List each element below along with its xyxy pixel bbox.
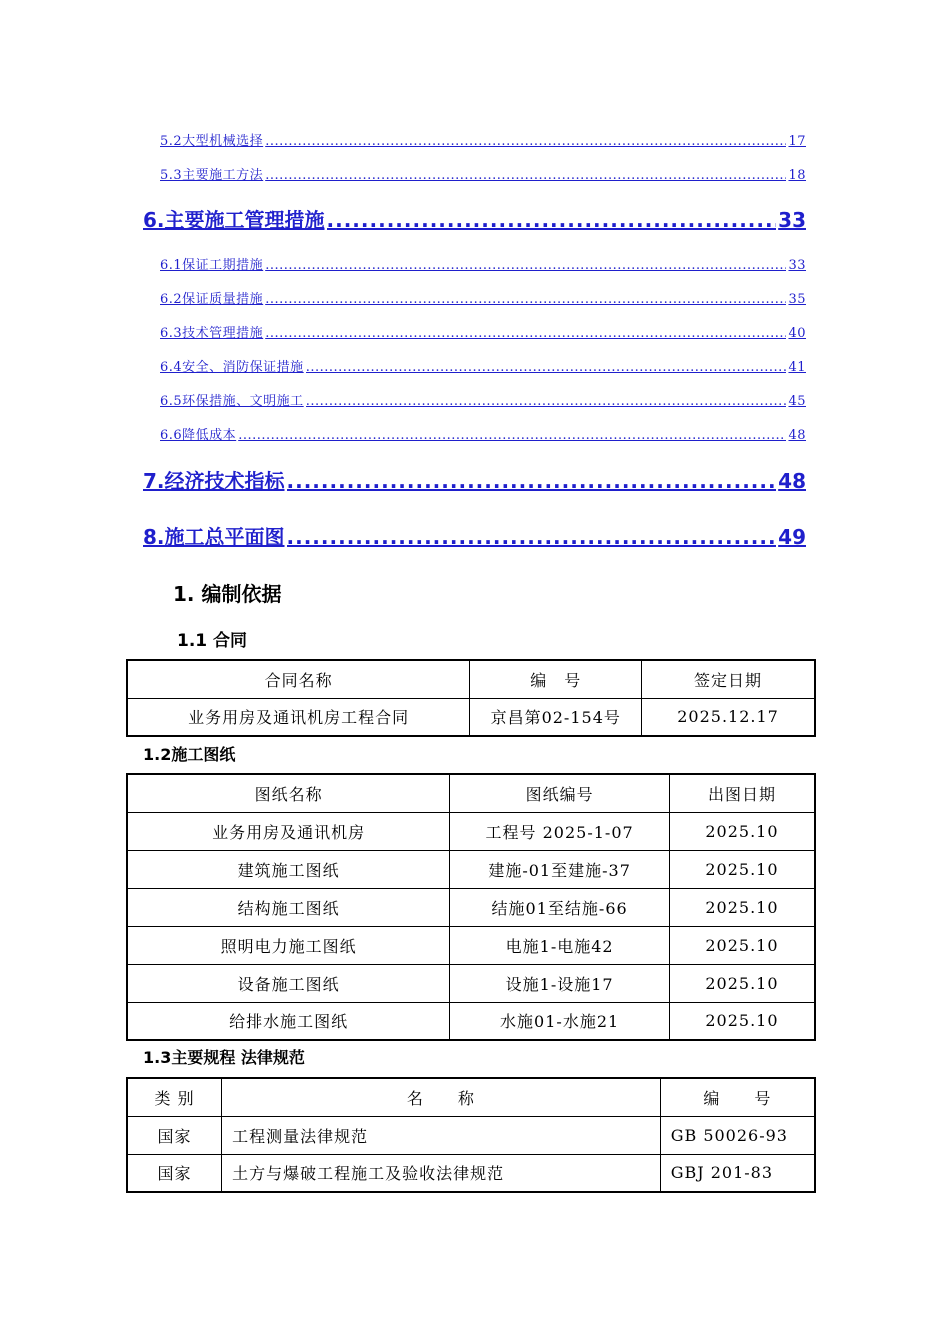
toc-entry-page: 49 [778, 525, 806, 549]
table-row [127, 698, 815, 736]
toc-entry-label: 6.5环保措施、文明施工 [160, 394, 304, 409]
toc-leader [265, 326, 786, 341]
table-header-row [127, 660, 815, 698]
table-header-cell: 编 号 [470, 660, 642, 698]
table-cell: 照明电力施工图纸 [127, 926, 450, 964]
table-cell: 2025.10 [669, 850, 815, 888]
toc-entry-6-4[interactable] [160, 356, 806, 375]
table-cell: 国家 [127, 1154, 222, 1192]
toc-entry-label: 6.主要施工管理措施 [143, 208, 325, 232]
toc-entry-page: 33 [788, 258, 806, 273]
toc-leader [306, 394, 787, 409]
toc-leader [287, 469, 777, 493]
toc-entry-page: 17 [788, 134, 806, 149]
table-cell: GBJ 201-83 [660, 1154, 815, 1192]
table-cell: 2025.10 [669, 1002, 815, 1040]
toc-entry-label: 6.6降低成本 [160, 428, 237, 443]
table-cell: GB 50026-93 [660, 1116, 815, 1154]
table-cell: 京昌第02-154号 [470, 698, 642, 736]
table-row [127, 812, 815, 850]
table-row [127, 926, 815, 964]
toc-entry-page: 48 [778, 469, 806, 493]
toc-entry-6-5[interactable] [160, 390, 806, 409]
table-cell: 2025.10 [669, 812, 815, 850]
toc-leader [265, 258, 786, 273]
table-header-row [127, 1078, 815, 1116]
toc-entry-label: 6.3技术管理措施 [160, 326, 264, 341]
section-1-1-title: 1.1 合同 [177, 631, 248, 651]
table-row [127, 1002, 815, 1040]
toc-entry-8[interactable] [143, 521, 806, 550]
table-cell: 电施1-电施42 [450, 926, 670, 964]
toc-entry-5-3[interactable] [160, 164, 806, 183]
table-header-row [127, 774, 815, 812]
toc-leader [287, 525, 777, 549]
table-cell: 设备施工图纸 [127, 964, 450, 1002]
table-cell: 土方与爆破工程施工及验收法律规范 [222, 1154, 661, 1192]
table-cell: 水施01-水施21 [450, 1002, 670, 1040]
table-row [127, 888, 815, 926]
table-cell: 结构施工图纸 [127, 888, 450, 926]
toc-entry-label: 6.1保证工期措施 [160, 258, 264, 273]
table-cell: 2025.10 [669, 888, 815, 926]
toc-entry-page: 35 [788, 292, 806, 307]
toc-entry-7[interactable] [143, 465, 806, 494]
table-cell: 给排水施工图纸 [127, 1002, 450, 1040]
table-row [127, 1154, 815, 1192]
table-header-cell: 名 称 [222, 1078, 661, 1116]
section-1-title: 1. 编制依据 [173, 582, 282, 606]
toc-entry-page: 45 [788, 394, 806, 409]
toc-entry-6-1[interactable] [160, 254, 806, 273]
table-cell: 设施1-设施17 [450, 964, 670, 1002]
table-cell: 国家 [127, 1116, 222, 1154]
toc-entry-label: 5.3主要施工方法 [160, 168, 264, 183]
table-header-cell: 编 号 [660, 1078, 815, 1116]
toc-entry-5-2[interactable] [160, 130, 806, 149]
table-row [127, 850, 815, 888]
table-cell: 建筑施工图纸 [127, 850, 450, 888]
table-cell: 2025.12.17 [642, 698, 815, 736]
table-row [127, 1116, 815, 1154]
table-header-cell: 图纸名称 [127, 774, 450, 812]
toc-entry-label: 8.施工总平面图 [143, 525, 285, 549]
toc-entry-label: 6.4安全、消防保证措施 [160, 360, 304, 375]
toc-entry-label: 5.2大型机械选择 [160, 134, 264, 149]
section-1-3-title: 1.3主要规程 法律规范 [143, 1048, 305, 1067]
contract-table [126, 659, 816, 737]
drawing-table [126, 773, 816, 1041]
table-header-cell: 图纸编号 [450, 774, 670, 812]
table-cell: 建施-01至建施-37 [450, 850, 670, 888]
table-header-cell: 签定日期 [642, 660, 815, 698]
section-1-2-title: 1.2施工图纸 [143, 745, 236, 764]
toc-entry-6-2[interactable] [160, 288, 806, 307]
norms-table [126, 1077, 816, 1193]
toc-leader [265, 292, 786, 307]
toc-leader [238, 428, 786, 443]
toc-leader [327, 208, 777, 232]
table-cell: 工程测量法律规范 [222, 1116, 661, 1154]
toc-entry-6-6[interactable] [160, 424, 806, 443]
table-cell: 2025.10 [669, 964, 815, 1002]
toc-entry-page: 41 [788, 360, 806, 375]
toc-leader [265, 134, 786, 149]
table-header-cell: 类 别 [127, 1078, 222, 1116]
toc-entry-page: 33 [778, 208, 806, 232]
table-header-cell: 出图日期 [669, 774, 815, 812]
toc-entry-page: 48 [788, 428, 806, 443]
table-cell: 结施01至结施-66 [450, 888, 670, 926]
toc-leader [265, 168, 786, 183]
toc-leader [306, 360, 787, 375]
toc-entry-label: 7.经济技术指标 [143, 469, 285, 493]
toc-entry-6-3[interactable] [160, 322, 806, 341]
toc-entry-page: 40 [788, 326, 806, 341]
table-header-cell: 合同名称 [127, 660, 470, 698]
toc-entry-label: 6.2保证质量措施 [160, 292, 264, 307]
table-cell: 业务用房及通讯机房 [127, 812, 450, 850]
toc-entry-6[interactable] [143, 204, 806, 233]
table-cell: 业务用房及通讯机房工程合同 [127, 698, 470, 736]
table-cell: 2025.10 [669, 926, 815, 964]
table-row [127, 964, 815, 1002]
toc-entry-page: 18 [788, 168, 806, 183]
table-cell: 工程号 2025-1-07 [450, 812, 670, 850]
